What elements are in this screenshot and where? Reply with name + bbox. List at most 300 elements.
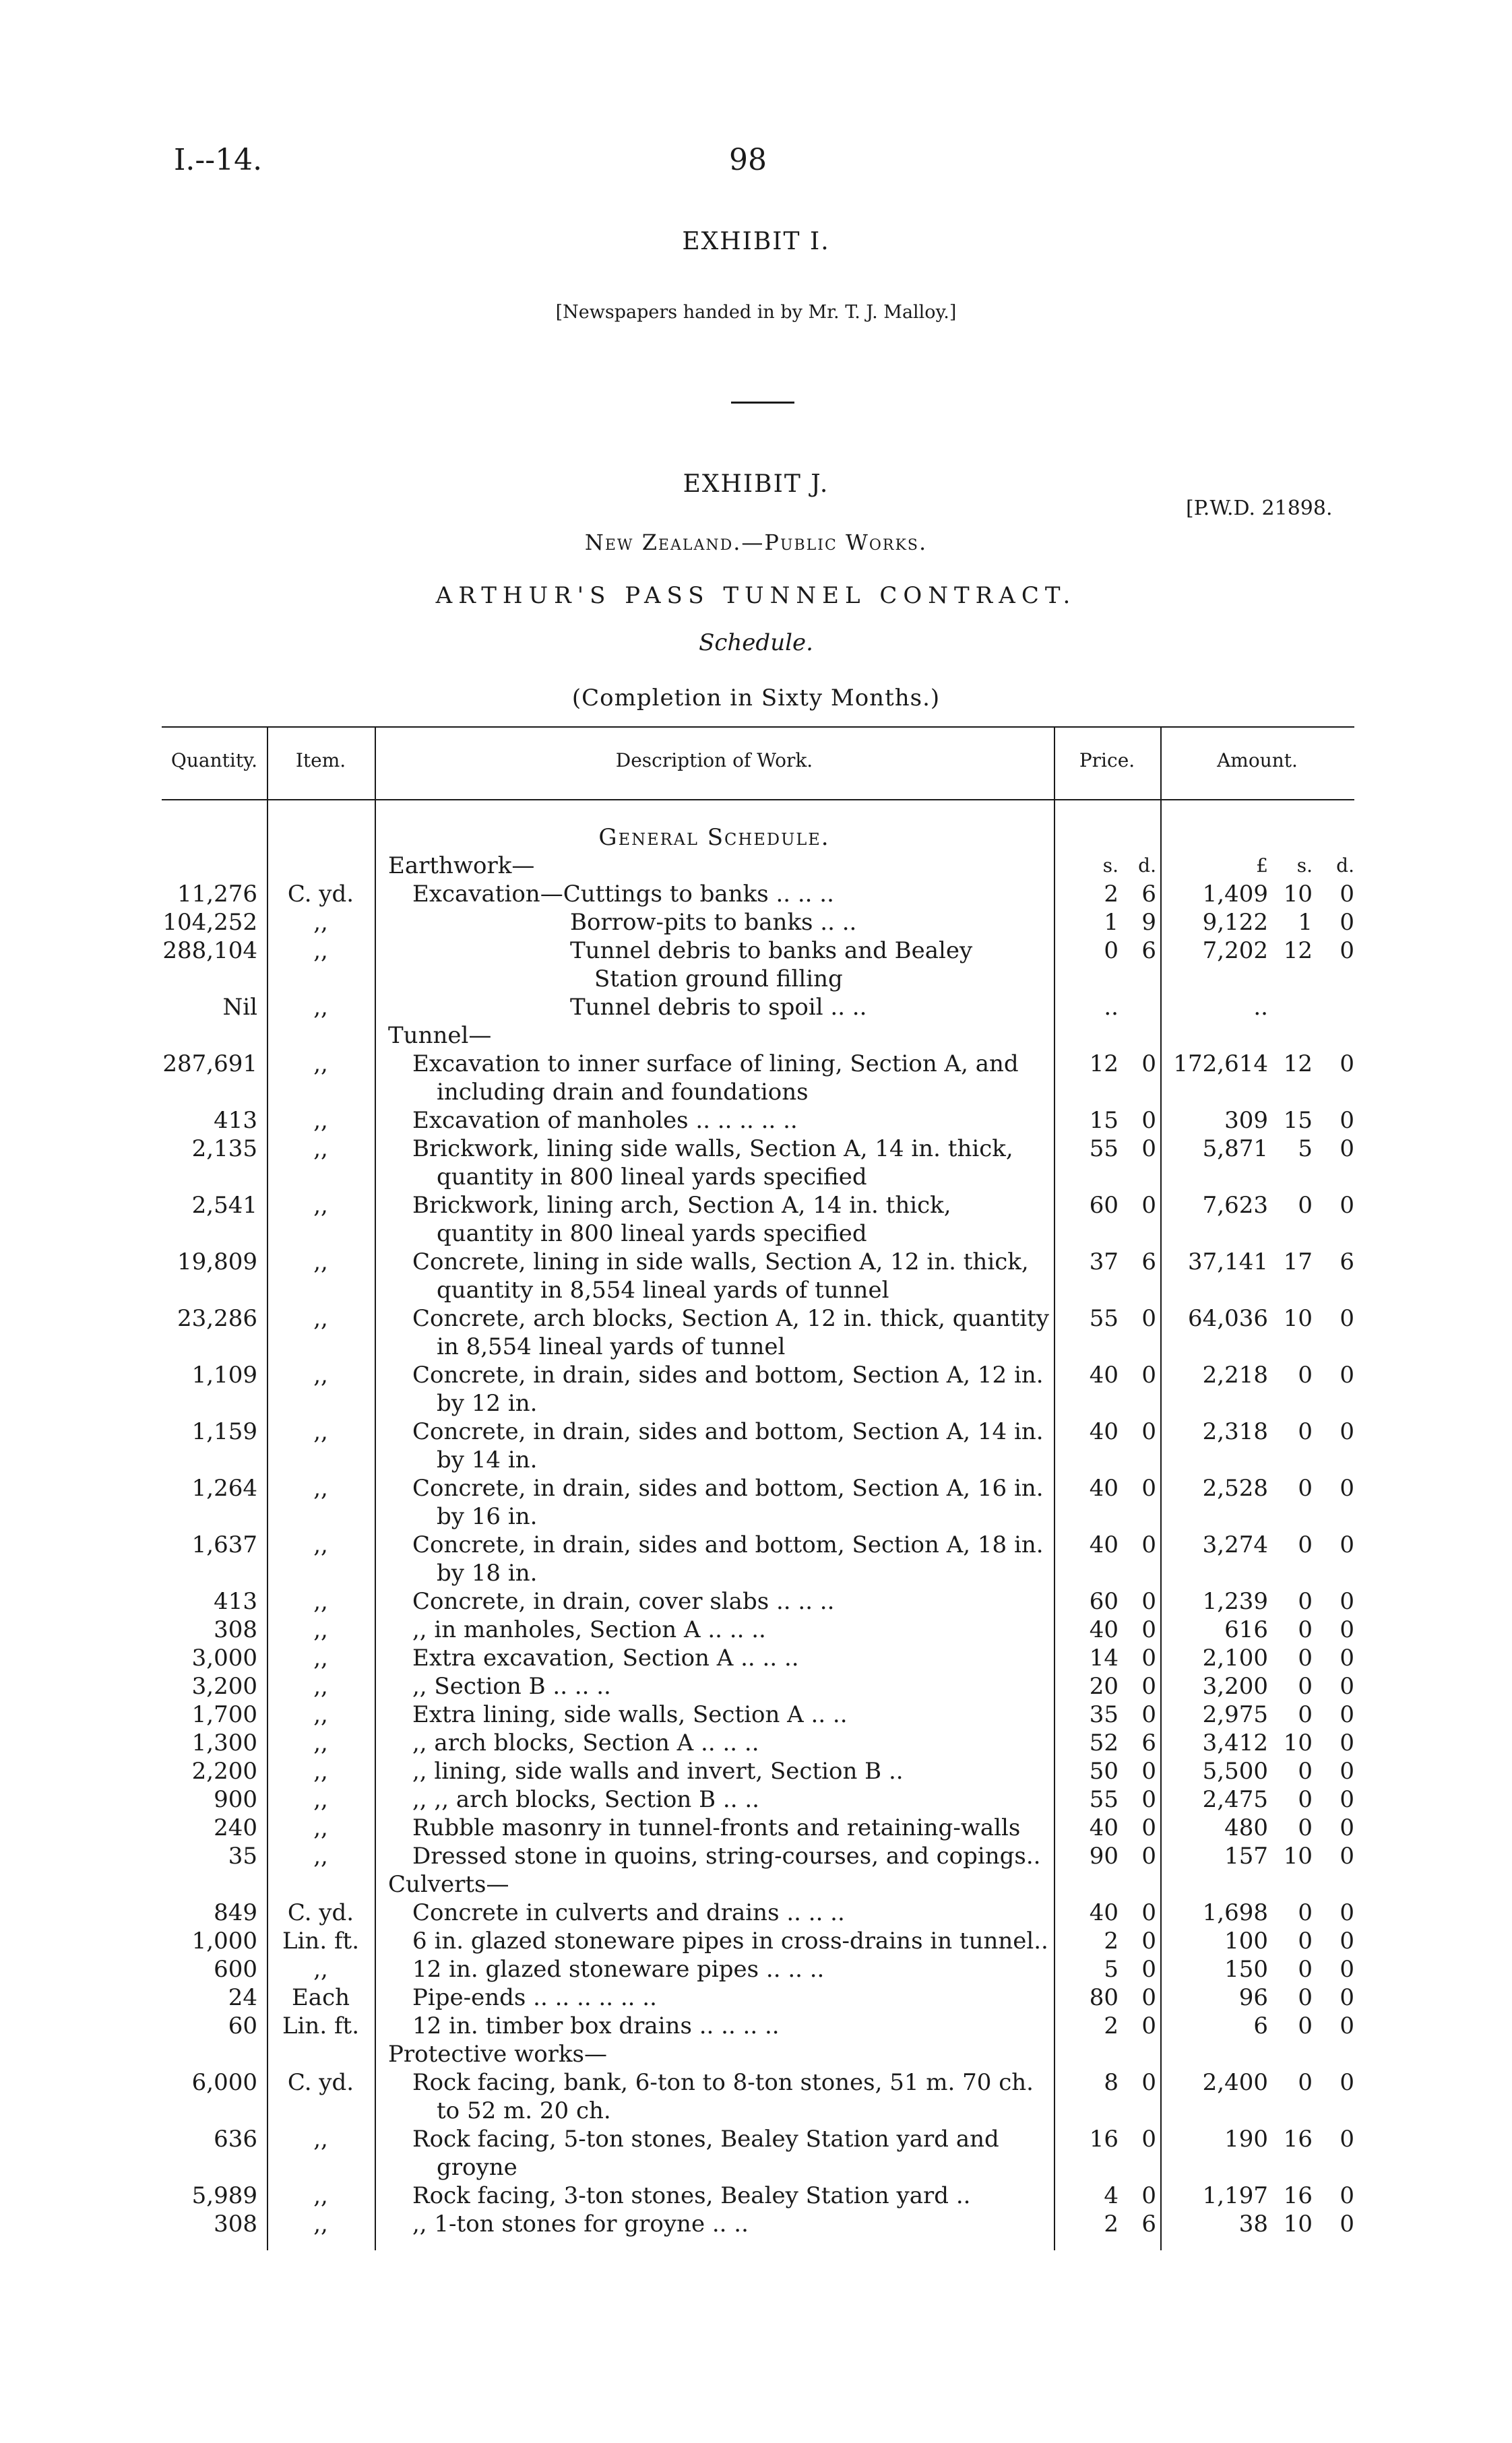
table-row bbox=[162, 2125, 1354, 2182]
department-heading: New Zealand.—Public Works. bbox=[584, 530, 928, 555]
description-cell: 12 in. glazed stoneware pipes .. .. .. bbox=[412, 1956, 825, 1983]
amount-shillings-cell: 0 bbox=[1298, 1786, 1313, 1813]
description-cell: Dressed stone in quoins, string-courses, and copings.. bbox=[412, 1843, 1041, 1870]
item-cell: ,, bbox=[313, 937, 328, 964]
item-cell: Each bbox=[291, 1984, 350, 2011]
amount-pence-cell: 0 bbox=[1340, 1362, 1354, 1389]
price-shillings-cell: 80 bbox=[1089, 1984, 1119, 2011]
amount-pounds-cell: 7,202 bbox=[1202, 937, 1268, 964]
price-shillings-cell: 8 bbox=[1104, 2069, 1119, 2096]
table-row bbox=[162, 937, 1354, 993]
quantity-cell: 2,135 bbox=[191, 1135, 257, 1162]
table-row bbox=[162, 1955, 1354, 1984]
amount-pounds-cell: 3,200 bbox=[1202, 1673, 1268, 1700]
price-shillings-cell: 2 bbox=[1104, 2211, 1119, 2238]
item-cell: C. yd. bbox=[287, 1899, 354, 1926]
price-shillings-cell: 5 bbox=[1104, 1956, 1119, 1983]
amount-pence-cell: 0 bbox=[1340, 937, 1354, 964]
description-cell: Rock facing, 5-ton stones, Bealey Station yard and groyne bbox=[412, 2126, 999, 2181]
amount-pounds-cell: 1,197 bbox=[1202, 2182, 1268, 2209]
quantity-cell: 1,109 bbox=[191, 1362, 257, 1389]
description-cell: Concrete, in drain, sides and bottom, Section A, 16 in. by 16 in. bbox=[412, 1475, 1044, 1530]
table-row bbox=[162, 1814, 1354, 1842]
table-row bbox=[162, 2012, 1354, 2040]
amount-shillings-cell: 0 bbox=[1298, 1362, 1313, 1389]
item-cell: ,, bbox=[313, 1192, 328, 1219]
table-row bbox=[162, 880, 1354, 908]
description-cell: ,, Section B .. .. .. bbox=[412, 1673, 611, 1700]
amount-pounds-cell: 1,239 bbox=[1202, 1588, 1268, 1615]
amount-shillings-cell: 0 bbox=[1298, 1814, 1313, 1841]
table-row bbox=[162, 1757, 1354, 1785]
table-row bbox=[162, 1616, 1354, 1644]
quantity-cell: 3,200 bbox=[191, 1673, 257, 1700]
amount-pounds-cell: .. bbox=[1253, 994, 1268, 1021]
amount-pounds-cell: 5,871 bbox=[1202, 1135, 1268, 1162]
completion-note: (Completion in Sixty Months.) bbox=[571, 685, 941, 711]
price-pence-cell: 0 bbox=[1141, 1531, 1156, 1558]
description-cell: Excavation to inner surface of lining, Section A, and including drain and foundations bbox=[412, 1050, 1019, 1106]
quantity-cell: 636 bbox=[214, 2126, 257, 2153]
description-cell: 12 in. timber box drains .. .. .. .. bbox=[412, 2012, 780, 2039]
price-shillings-cell: 40 bbox=[1089, 1531, 1119, 1558]
amount-pounds-cell: 38 bbox=[1238, 2211, 1268, 2238]
description-cell: Brickwork, lining arch, Section A, 14 in. thick, quantity in 800 lineal yards specified bbox=[412, 1192, 951, 1247]
amount-pounds-cell: 1,409 bbox=[1202, 881, 1268, 908]
item-cell: ,, bbox=[313, 994, 328, 1021]
amount-shillings-cell: 0 bbox=[1298, 1673, 1313, 1700]
amount-shillings-cell: 15 bbox=[1283, 1107, 1313, 1134]
quantity-cell: 1,264 bbox=[191, 1475, 257, 1502]
amount-pence-cell: 0 bbox=[1340, 2012, 1354, 2039]
table-row bbox=[162, 908, 1354, 937]
price-shillings-cell: 20 bbox=[1089, 1673, 1119, 1700]
table-row bbox=[162, 1418, 1354, 1474]
price-pence-cell: 0 bbox=[1141, 1758, 1156, 1785]
amount-pounds-unit: £ bbox=[1256, 854, 1268, 877]
price-pence-cell: 0 bbox=[1141, 1786, 1156, 1813]
price-shillings-cell: 14 bbox=[1089, 1645, 1119, 1672]
table-row bbox=[162, 1474, 1354, 1531]
quantity-cell: 19,809 bbox=[177, 1248, 257, 1275]
price-shillings-cell: 16 bbox=[1089, 2126, 1119, 2153]
amount-pounds-cell: 7,623 bbox=[1202, 1192, 1268, 1219]
amount-pounds-cell: 2,400 bbox=[1202, 2069, 1268, 2096]
amount-pounds-cell: 190 bbox=[1224, 2126, 1268, 2153]
price-pence-cell: 0 bbox=[1141, 1984, 1156, 2011]
price-shillings-unit: s. bbox=[1102, 854, 1119, 877]
table-top-rule bbox=[162, 726, 1354, 728]
price-shillings-cell: 60 bbox=[1089, 1588, 1119, 1615]
description-cell: Concrete in culverts and drains .. .. .. bbox=[412, 1899, 845, 1926]
description-cell: ,, lining, side walls and invert, Section B .. bbox=[412, 1758, 904, 1785]
table-row bbox=[162, 1361, 1354, 1418]
table-row bbox=[162, 1531, 1354, 1587]
section-divider bbox=[731, 402, 794, 404]
amount-shillings-cell: 0 bbox=[1298, 1758, 1313, 1785]
amount-pounds-cell: 37,141 bbox=[1188, 1248, 1268, 1275]
item-cell: Lin. ft. bbox=[282, 2012, 360, 2039]
general-schedule-heading: General Schedule. bbox=[598, 824, 830, 851]
amount-shillings-cell: 0 bbox=[1298, 2069, 1313, 2096]
quantity-cell: 1,637 bbox=[191, 1531, 257, 1558]
quantity-cell: 1,159 bbox=[191, 1418, 257, 1445]
amount-pence-cell: 0 bbox=[1340, 1616, 1354, 1643]
price-shillings-cell: 55 bbox=[1089, 1135, 1119, 1162]
quantity-cell: 11,276 bbox=[177, 881, 257, 908]
amount-pence-cell: 0 bbox=[1340, 1843, 1354, 1870]
amount-pence-cell: 0 bbox=[1340, 1475, 1354, 1502]
amount-shillings-cell: 0 bbox=[1298, 1701, 1313, 1728]
amount-pounds-cell: 309 bbox=[1224, 1107, 1268, 1134]
quantity-cell: 288,104 bbox=[162, 937, 257, 964]
price-shillings-cell: 35 bbox=[1089, 1701, 1119, 1728]
amount-shillings-cell: 0 bbox=[1298, 1616, 1313, 1643]
description-cell: ,, ,, arch blocks, Section B .. .. bbox=[412, 1786, 759, 1813]
price-shillings-cell: 60 bbox=[1089, 1192, 1119, 1219]
price-pence-cell: 0 bbox=[1141, 1475, 1156, 1502]
schedule-subtitle: Schedule. bbox=[699, 629, 813, 656]
protective-works-heading: Protective works— bbox=[388, 2041, 607, 2068]
description-cell: Concrete, in drain, sides and bottom, Section A, 12 in. by 12 in. bbox=[412, 1362, 1044, 1417]
amount-pounds-cell: 2,975 bbox=[1202, 1701, 1268, 1728]
pwd-reference: [P.W.D. 21898. bbox=[1186, 497, 1333, 520]
amount-pence-cell: 0 bbox=[1340, 1050, 1354, 1077]
table-row bbox=[162, 1191, 1354, 1248]
earthwork-heading: Earthwork— bbox=[388, 852, 535, 879]
price-pence-cell bbox=[1119, 993, 1160, 1021]
amount-pence-cell: 0 bbox=[1340, 1814, 1354, 1841]
item-cell: ,, bbox=[313, 1475, 328, 1502]
description-cell: Extra lining, side walls, Section A .. .. bbox=[412, 1701, 848, 1728]
amount-shillings-cell: 0 bbox=[1298, 1956, 1313, 1983]
amount-pence-cell: 0 bbox=[1340, 1956, 1354, 1983]
item-cell: ,, bbox=[313, 1758, 328, 1785]
amount-pence-cell: 0 bbox=[1340, 1984, 1354, 2011]
amount-pounds-cell: 100 bbox=[1224, 1928, 1268, 1955]
amount-shillings-cell: 10 bbox=[1283, 2211, 1313, 2238]
amount-pounds-cell: 1,698 bbox=[1202, 1899, 1268, 1926]
amount-pence-cell: 0 bbox=[1340, 1192, 1354, 1219]
price-shillings-cell: 52 bbox=[1089, 1730, 1119, 1756]
item-cell: ,, bbox=[313, 1673, 328, 1700]
header-description: Description of Work. bbox=[615, 749, 813, 771]
amount-shillings-cell: 10 bbox=[1283, 1305, 1313, 1332]
amount-shillings-cell: 10 bbox=[1283, 1843, 1313, 1870]
item-cell: ,, bbox=[313, 1418, 328, 1445]
amount-shillings-cell: 0 bbox=[1298, 1899, 1313, 1926]
amount-shillings-cell: 1 bbox=[1298, 909, 1313, 936]
item-cell: ,, bbox=[313, 1305, 328, 1332]
description-cell: Excavation of manholes .. .. .. .. .. bbox=[412, 1107, 798, 1134]
amount-pence-cell: 6 bbox=[1340, 1248, 1354, 1275]
amount-shillings-cell: 0 bbox=[1298, 1928, 1313, 1955]
price-pence-cell: 0 bbox=[1141, 1135, 1156, 1162]
amount-pounds-cell: 6 bbox=[1253, 2012, 1268, 2039]
table-row bbox=[162, 1701, 1354, 1729]
amount-shillings-cell: 0 bbox=[1298, 1418, 1313, 1445]
amount-shillings-cell: 0 bbox=[1298, 2012, 1313, 2039]
amount-shillings-cell: 17 bbox=[1283, 1248, 1313, 1275]
quantity-cell: 35 bbox=[228, 1843, 257, 1870]
price-pence-cell: 6 bbox=[1141, 1730, 1156, 1756]
amount-pounds-cell: 2,528 bbox=[1202, 1475, 1268, 1502]
amount-shillings-cell: 5 bbox=[1298, 1135, 1313, 1162]
amount-pounds-cell: 172,614 bbox=[1173, 1050, 1268, 1077]
item-cell: C. yd. bbox=[287, 2069, 354, 2096]
price-pence-cell: 0 bbox=[1141, 1899, 1156, 1926]
amount-pence-cell: 0 bbox=[1340, 2211, 1354, 2238]
price-pence-cell: 0 bbox=[1141, 1956, 1156, 1983]
amount-pounds-cell: 3,274 bbox=[1202, 1531, 1268, 1558]
price-pence-cell: 0 bbox=[1141, 1305, 1156, 1332]
quantity-cell: 849 bbox=[214, 1899, 257, 1926]
description-cell: Concrete, in drain, sides and bottom, Section A, 18 in. by 18 in. bbox=[412, 1531, 1044, 1587]
price-pence-cell: 0 bbox=[1141, 2069, 1156, 2096]
description-cell: ,, in manholes, Section A .. .. .. bbox=[412, 1616, 766, 1643]
amount-shillings-cell: 10 bbox=[1283, 1730, 1313, 1756]
header-quantity: Quantity. bbox=[170, 749, 258, 771]
group-heading-row bbox=[162, 1021, 1354, 1050]
description-cell: Rock facing, 3-ton stones, Bealey Station yard .. bbox=[412, 2182, 971, 2209]
table-row bbox=[162, 1842, 1354, 1870]
table-row bbox=[162, 2210, 1354, 2238]
tunnel-heading: Tunnel— bbox=[388, 1022, 492, 1049]
price-shillings-cell: 4 bbox=[1104, 2182, 1119, 2209]
table-row bbox=[162, 1135, 1354, 1191]
table-header-rule bbox=[162, 799, 1354, 800]
quantity-cell: 24 bbox=[228, 1984, 257, 2011]
contract-title: ARTHUR'S PASS TUNNEL CONTRACT. bbox=[435, 582, 1077, 609]
description-cell: Borrow-pits to banks .. .. bbox=[570, 909, 857, 936]
price-shillings-cell: 40 bbox=[1089, 1899, 1119, 1926]
quantity-cell: 600 bbox=[214, 1956, 257, 1983]
quantity-cell: 900 bbox=[214, 1786, 257, 1813]
item-cell: ,, bbox=[313, 1616, 328, 1643]
amount-pounds-cell: 64,036 bbox=[1188, 1305, 1268, 1332]
amount-pounds-cell: 157 bbox=[1224, 1843, 1268, 1870]
price-shillings-cell: 15 bbox=[1089, 1107, 1119, 1134]
description-cell: Concrete, in drain, sides and bottom, Section A, 14 in. by 14 in. bbox=[412, 1418, 1044, 1473]
price-pence-cell: 0 bbox=[1141, 1673, 1156, 1700]
description-cell: Extra excavation, Section A .. .. .. bbox=[412, 1645, 799, 1672]
table-row bbox=[162, 1729, 1354, 1757]
quantity-cell: 2,200 bbox=[191, 1758, 257, 1785]
quantity-cell: 308 bbox=[214, 1616, 257, 1643]
amount-pounds-cell: 150 bbox=[1224, 1956, 1268, 1983]
amount-shillings-cell: 0 bbox=[1298, 1192, 1313, 1219]
culverts-heading: Culverts— bbox=[388, 1871, 509, 1898]
price-pence-cell: 0 bbox=[1141, 1814, 1156, 1841]
general-schedule-row bbox=[162, 823, 1354, 852]
description-cell: Brickwork, lining side walls, Section A, 14 in. thick, quantity in 800 lineal yards specified bbox=[412, 1135, 1013, 1191]
item-cell: ,, bbox=[313, 1531, 328, 1558]
amount-shillings-cell: 12 bbox=[1283, 1050, 1313, 1077]
quantity-cell: 2,541 bbox=[191, 1192, 257, 1219]
amount-pence-cell: 0 bbox=[1340, 2126, 1354, 2153]
amount-shillings-cell: 12 bbox=[1283, 937, 1313, 964]
table-row bbox=[162, 1644, 1354, 1672]
price-pence-cell: 9 bbox=[1141, 909, 1156, 936]
amount-shillings-cell: 10 bbox=[1283, 881, 1313, 908]
table-row bbox=[162, 993, 1354, 1021]
amount-pence-cell: 0 bbox=[1340, 1588, 1354, 1615]
price-pence-cell: 0 bbox=[1141, 2012, 1156, 2039]
description-cell: Pipe-ends .. .. .. .. .. .. bbox=[412, 1984, 657, 2011]
item-cell: ,, bbox=[313, 2211, 328, 2238]
amount-pence-cell: 0 bbox=[1340, 1135, 1354, 1162]
item-cell: ,, bbox=[313, 1701, 328, 1728]
price-shillings-cell: 2 bbox=[1104, 881, 1119, 908]
price-shillings-cell: 55 bbox=[1089, 1786, 1119, 1813]
quantity-cell: 308 bbox=[214, 2211, 257, 2238]
amount-pence-cell: 0 bbox=[1340, 1730, 1354, 1756]
amount-pence-cell: 0 bbox=[1340, 1645, 1354, 1672]
amount-pence-cell: 0 bbox=[1340, 2069, 1354, 2096]
table-row bbox=[162, 1106, 1354, 1135]
price-shillings-cell: 40 bbox=[1089, 1418, 1119, 1445]
description-cell: Rock facing, bank, 6-ton to 8-ton stones, 51 m. 70 ch. to 52 m. 20 ch. bbox=[412, 2069, 1034, 2124]
amount-pence-cell: 0 bbox=[1340, 1786, 1354, 1813]
description-cell: Rubble masonry in tunnel-fronts and retaining-walls bbox=[412, 1814, 1021, 1841]
quantity-cell: Nil bbox=[222, 994, 257, 1021]
amount-pounds-cell: 2,318 bbox=[1202, 1418, 1268, 1445]
table-row bbox=[162, 1672, 1354, 1701]
table-row bbox=[162, 1587, 1354, 1616]
amount-pounds-cell: 96 bbox=[1238, 1984, 1268, 2011]
exhibit-j-heading: EXHIBIT J. bbox=[683, 470, 829, 498]
amount-shillings-cell bbox=[1268, 993, 1313, 1021]
price-shillings-cell: 1 bbox=[1104, 909, 1119, 936]
price-pence-cell: 0 bbox=[1141, 2182, 1156, 2209]
table-row bbox=[162, 1304, 1354, 1361]
table-row bbox=[162, 2068, 1354, 2125]
item-cell: ,, bbox=[313, 1956, 328, 1983]
description-cell: ,, 1-ton stones for groyne .. .. bbox=[412, 2211, 749, 2238]
item-cell: ,, bbox=[313, 1730, 328, 1756]
item-cell: ,, bbox=[313, 1843, 328, 1870]
price-shillings-cell: 12 bbox=[1089, 1050, 1119, 1077]
quantity-cell: 240 bbox=[214, 1814, 257, 1841]
price-shillings-cell: 2 bbox=[1104, 1928, 1119, 1955]
amount-shillings-cell: 0 bbox=[1298, 1531, 1313, 1558]
item-cell: Lin. ft. bbox=[282, 1928, 360, 1955]
price-shillings-cell: 0 bbox=[1104, 937, 1119, 964]
description-cell: Concrete, arch blocks, Section A, 12 in. thick, quantity in 8,554 lineal yards of tunnel bbox=[412, 1305, 1050, 1360]
price-shillings-cell: 50 bbox=[1089, 1758, 1119, 1785]
item-cell: ,, bbox=[313, 2182, 328, 2209]
amount-pence-cell: 0 bbox=[1340, 1701, 1354, 1728]
amount-pence-cell bbox=[1313, 993, 1354, 1021]
header-item: Item. bbox=[295, 749, 346, 771]
quantity-cell: 413 bbox=[214, 1107, 257, 1134]
group-heading-row bbox=[162, 2040, 1354, 2068]
quantity-cell: 104,252 bbox=[162, 909, 257, 936]
price-pence-unit: d. bbox=[1138, 854, 1156, 877]
item-cell: C. yd. bbox=[287, 881, 354, 908]
amount-shillings-cell: 16 bbox=[1283, 2182, 1313, 2209]
item-cell: ,, bbox=[313, 2126, 328, 2153]
amount-pounds-cell: 5,500 bbox=[1202, 1758, 1268, 1785]
price-pence-cell: 0 bbox=[1141, 1645, 1156, 1672]
amount-pounds-cell: 616 bbox=[1224, 1616, 1268, 1643]
table-row bbox=[162, 1050, 1354, 1106]
item-cell: ,, bbox=[313, 1248, 328, 1275]
price-shillings-cell: 37 bbox=[1089, 1248, 1119, 1275]
amount-pence-cell: 0 bbox=[1340, 1899, 1354, 1926]
price-pence-cell: 0 bbox=[1141, 1843, 1156, 1870]
description-cell: Tunnel debris to spoil .. .. bbox=[570, 994, 867, 1021]
quantity-cell: 6,000 bbox=[191, 2069, 257, 2096]
amount-shillings-cell: 0 bbox=[1298, 1588, 1313, 1615]
description-cell: Concrete, in drain, cover slabs .. .. .. bbox=[412, 1588, 835, 1615]
amount-shillings-cell: 16 bbox=[1283, 2126, 1313, 2153]
description-cell: ,, arch blocks, Section A .. .. .. bbox=[412, 1730, 759, 1756]
price-shillings-cell: 90 bbox=[1089, 1843, 1119, 1870]
price-pence-cell: 0 bbox=[1141, 1050, 1156, 1077]
price-shillings-cell: .. bbox=[1104, 994, 1119, 1021]
page-number: 98 bbox=[729, 143, 767, 177]
amount-pence-cell: 0 bbox=[1340, 881, 1354, 908]
description-cell: Concrete, lining in side walls, Section A, 12 in. thick, quantity in 8,554 lineal yards of tunnel bbox=[412, 1248, 1029, 1304]
item-cell: ,, bbox=[313, 1814, 328, 1841]
table-row bbox=[162, 1785, 1354, 1814]
quantity-cell: 1,700 bbox=[191, 1701, 257, 1728]
amount-shillings-cell: 0 bbox=[1298, 1984, 1313, 2011]
earthwork-row bbox=[162, 852, 1354, 880]
price-pence-cell: 0 bbox=[1141, 1588, 1156, 1615]
table-row bbox=[162, 2182, 1354, 2210]
amount-pounds-cell: 480 bbox=[1224, 1814, 1268, 1841]
page-reference: I.--14. bbox=[174, 143, 263, 177]
price-pence-cell: 6 bbox=[1141, 2211, 1156, 2238]
table-row bbox=[162, 1984, 1354, 2012]
amount-pence-cell: 0 bbox=[1340, 1107, 1354, 1134]
schedule-table bbox=[162, 823, 1354, 2238]
table-row bbox=[162, 1899, 1354, 1927]
description-cell: 6 in. glazed stoneware pipes in cross-drains in tunnel.. bbox=[412, 1928, 1048, 1955]
item-cell: ,, bbox=[313, 909, 328, 936]
price-pence-cell: 6 bbox=[1141, 1248, 1156, 1275]
amount-pence-unit: d. bbox=[1336, 854, 1354, 877]
exhibit-i-heading: EXHIBIT I. bbox=[682, 228, 830, 255]
item-cell: ,, bbox=[313, 1588, 328, 1615]
price-shillings-cell: 40 bbox=[1089, 1362, 1119, 1389]
price-shillings-cell: 40 bbox=[1089, 1814, 1119, 1841]
header-amount: Amount. bbox=[1217, 749, 1298, 771]
quantity-cell: 3,000 bbox=[191, 1645, 257, 1672]
price-pence-cell: 0 bbox=[1141, 1928, 1156, 1955]
quantity-cell: 60 bbox=[228, 2012, 257, 2039]
amount-pounds-cell: 3,412 bbox=[1202, 1730, 1268, 1756]
amount-shillings-cell: 0 bbox=[1298, 1645, 1313, 1672]
amount-pence-cell: 0 bbox=[1340, 1418, 1354, 1445]
table-row bbox=[162, 1248, 1354, 1304]
item-cell: ,, bbox=[313, 1107, 328, 1134]
amount-pence-cell: 0 bbox=[1340, 1673, 1354, 1700]
amount-pence-cell: 0 bbox=[1340, 2182, 1354, 2209]
price-pence-cell: 0 bbox=[1141, 1107, 1156, 1134]
price-pence-cell: 0 bbox=[1141, 1418, 1156, 1445]
price-shillings-cell: 40 bbox=[1089, 1475, 1119, 1502]
amount-pence-cell: 0 bbox=[1340, 1758, 1354, 1785]
amount-pence-cell: 0 bbox=[1340, 1928, 1354, 1955]
quantity-cell: 23,286 bbox=[177, 1305, 257, 1332]
table-row bbox=[162, 1927, 1354, 1955]
amount-pounds-cell: 2,218 bbox=[1202, 1362, 1268, 1389]
quantity-cell: 287,691 bbox=[162, 1050, 257, 1077]
price-pence-cell: 0 bbox=[1141, 2126, 1156, 2153]
